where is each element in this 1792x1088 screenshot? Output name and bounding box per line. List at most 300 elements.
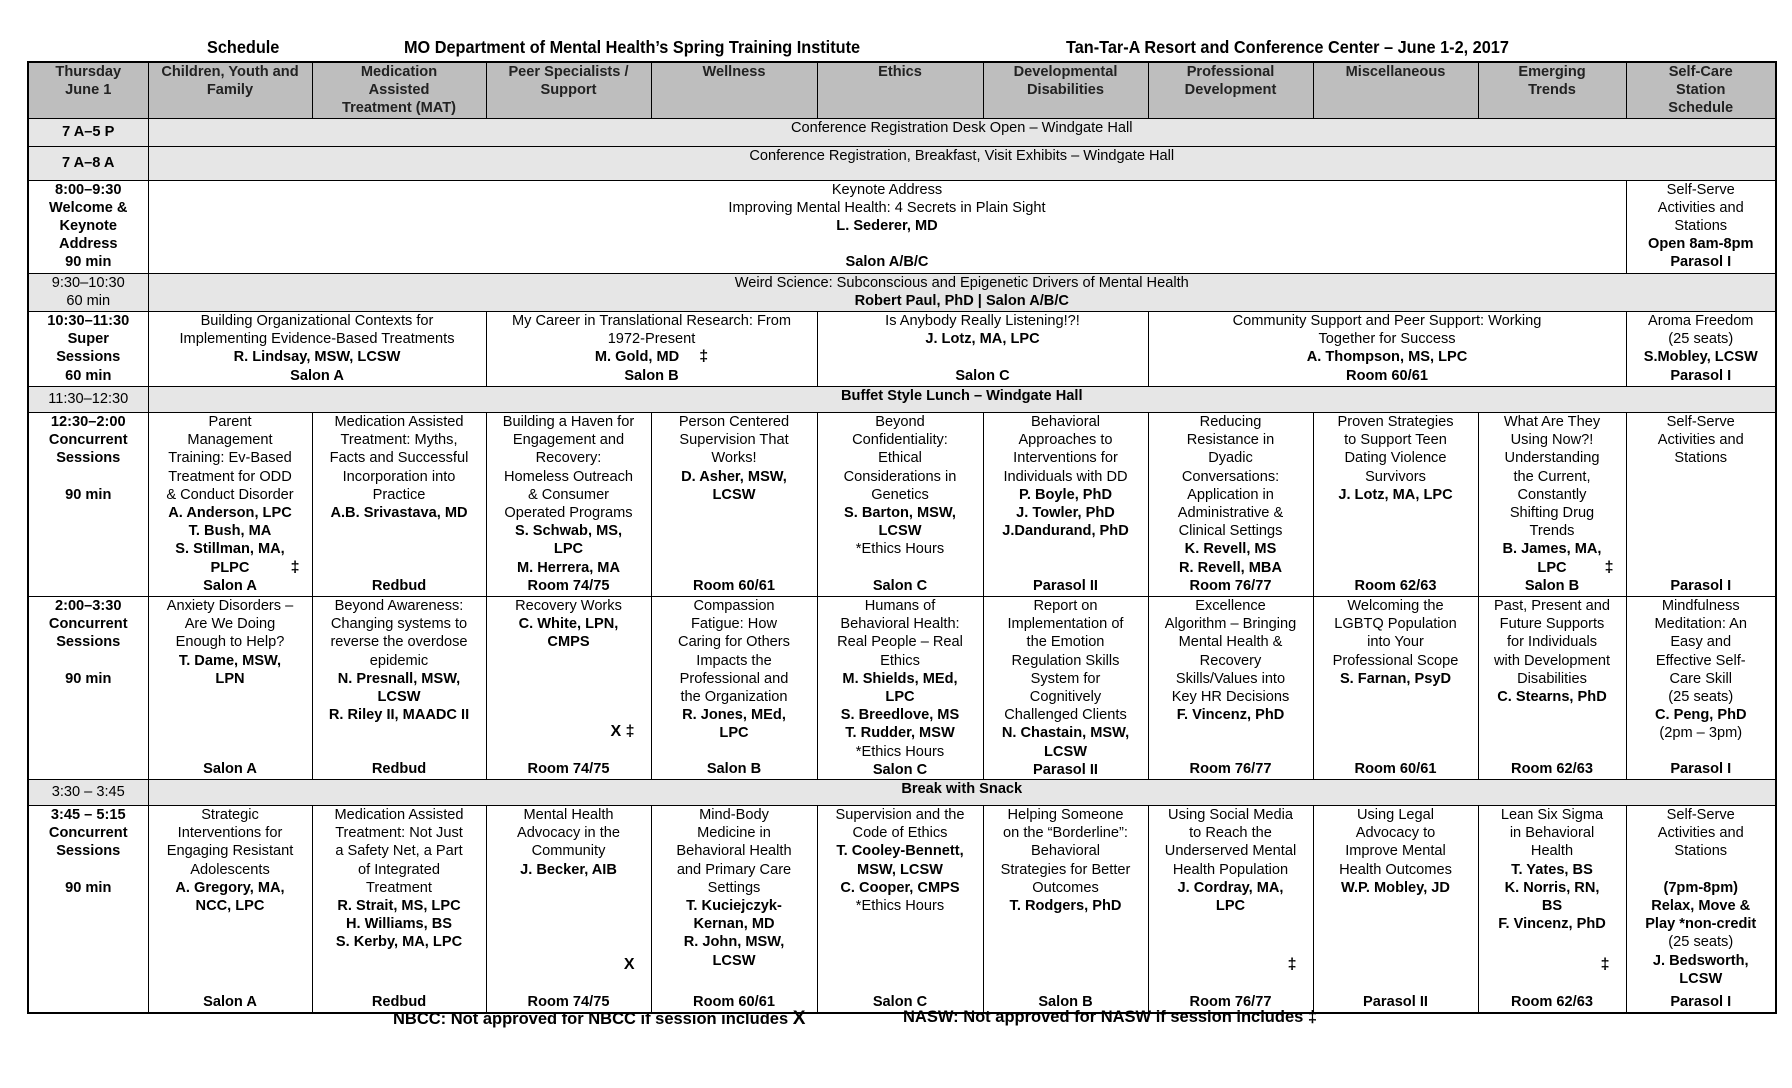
session-title: Constantly bbox=[1517, 486, 1587, 503]
session-title: Recovery bbox=[1199, 652, 1262, 669]
session-title: Proven Strategies bbox=[1337, 414, 1454, 430]
session-content bbox=[1481, 413, 1624, 595]
time-slot: 11:30–12:30 bbox=[28, 387, 148, 413]
session-room: Parasol I bbox=[1670, 993, 1732, 1010]
session-title: Behavioral Health: bbox=[840, 616, 960, 633]
speaker-line bbox=[489, 348, 815, 366]
lunch-row bbox=[28, 387, 1776, 413]
session-title: Improve Mental bbox=[1345, 843, 1446, 860]
session-speaker: J.Dandurand, PhD bbox=[1002, 523, 1129, 540]
session-cell bbox=[1148, 413, 1313, 597]
session-title: Future Supports bbox=[1499, 616, 1605, 633]
session-title: Strategic bbox=[201, 807, 259, 823]
session-room: Salon B bbox=[1038, 993, 1093, 1010]
session-speaker: W.P. Mobley, JD bbox=[1341, 879, 1450, 896]
session-room: Salon C bbox=[955, 367, 1010, 384]
session-content bbox=[1151, 806, 1311, 1011]
time-line: Sessions bbox=[56, 843, 121, 860]
session-content bbox=[315, 806, 484, 1011]
session-title: Is Anybody Really Listening!?! bbox=[885, 313, 1080, 329]
time-line bbox=[31, 861, 146, 879]
session-title: epidemic bbox=[369, 652, 429, 669]
session-title: Medication Assisted bbox=[334, 807, 464, 823]
session-title: Interventions for bbox=[177, 825, 283, 842]
session-speaker: LCSW bbox=[377, 689, 421, 706]
session-title: Beyond Awareness: bbox=[334, 598, 464, 614]
spacer bbox=[489, 652, 649, 724]
session-content bbox=[1151, 312, 1624, 385]
session-content bbox=[1629, 597, 1774, 778]
session-title: Caring for Others bbox=[678, 634, 790, 651]
session-speaker: S. Breedlove, MS bbox=[840, 707, 960, 724]
session-title: Behavioral Health bbox=[676, 843, 792, 860]
accreditation-mark-icon: X ‡ bbox=[610, 723, 635, 741]
accreditation-mark-icon: ‡ bbox=[290, 558, 300, 576]
session-title: Using Social Media bbox=[1168, 807, 1293, 823]
session-title: and Primary Care bbox=[676, 861, 792, 878]
spacer bbox=[986, 540, 1146, 576]
session-title: LGBTQ Population bbox=[1334, 616, 1457, 633]
session-cell bbox=[1313, 413, 1478, 597]
super-session bbox=[148, 312, 486, 387]
session-speaker: S. Farnan, PsyD bbox=[1339, 670, 1452, 687]
session-content bbox=[489, 597, 649, 778]
session-content bbox=[654, 413, 815, 595]
session-title: My Career in Translational Research: From bbox=[512, 313, 791, 329]
session-title: Resistance in bbox=[1186, 432, 1275, 449]
session-cell bbox=[651, 413, 817, 597]
session-cell bbox=[1478, 597, 1626, 780]
session-speaker: LPN bbox=[215, 670, 245, 687]
session-title: Community Support and Peer Support: Working bbox=[1232, 313, 1542, 329]
session-cell bbox=[1626, 413, 1776, 597]
session-title: Dyadic bbox=[1208, 450, 1253, 467]
selfcare-room: Parasol I bbox=[1670, 367, 1732, 384]
session-title: Health Outcomes bbox=[1339, 861, 1452, 878]
session-content bbox=[1316, 806, 1476, 1011]
concurrent-block-1 bbox=[28, 413, 1776, 597]
break-text: Break with Snack bbox=[148, 780, 1776, 806]
accreditation-mark-icon: ‡ bbox=[1287, 956, 1297, 974]
session-speaker: LPC bbox=[885, 689, 915, 706]
track-header-children-youth-family: Children, Youth and Family bbox=[148, 62, 312, 119]
session-title: Cognitively bbox=[1029, 689, 1102, 706]
session-speaker: C. Stearns, PhD bbox=[1497, 689, 1607, 706]
session-title: Application in bbox=[1187, 486, 1274, 503]
time-line bbox=[31, 652, 146, 670]
session-room: Redbud bbox=[371, 993, 427, 1010]
concurrent-block-3 bbox=[28, 806, 1776, 1013]
session-speaker: S. Schwab, MS, bbox=[514, 523, 623, 540]
session-room: Redbud bbox=[371, 577, 427, 594]
session-title: Self-Serve bbox=[1666, 807, 1735, 823]
session-title: Effective Self- bbox=[1655, 652, 1746, 669]
session-title: to Support Teen bbox=[1344, 432, 1447, 449]
time-slot: 8:00–9:30 Welcome & Keynote Address 90 min bbox=[28, 181, 148, 274]
session-title: Implementing Evidence-Based Treatments bbox=[179, 331, 455, 348]
session-room: Room 76/77 bbox=[1189, 577, 1272, 594]
session-title bbox=[1629, 861, 1774, 879]
spacer bbox=[151, 915, 310, 993]
session-cell bbox=[312, 413, 486, 597]
track-header-ethics: Ethics bbox=[817, 62, 983, 119]
session-title: Compassion bbox=[693, 598, 775, 614]
session-title: Mental Health bbox=[523, 807, 614, 823]
session-cell bbox=[651, 806, 817, 1013]
session-title: the Organization bbox=[680, 689, 788, 706]
time-line bbox=[31, 468, 146, 486]
session-title: Advocacy in the bbox=[516, 825, 621, 842]
accreditation-mark-icon: ‡ bbox=[1604, 558, 1614, 576]
selfcare-keynote: Self-Serve Activities and Stations Open 8am-8pm Parasol I bbox=[1626, 181, 1776, 274]
session-title: reverse the overdose bbox=[330, 634, 468, 651]
session-title: Professional and bbox=[679, 670, 789, 687]
event-title: MO Department of Mental Health’s Spring Training Institute bbox=[404, 37, 861, 57]
session-cell bbox=[817, 597, 983, 780]
break-row bbox=[28, 780, 1776, 806]
registration-breakfast-row bbox=[28, 147, 1776, 181]
session-title: Mind-Body bbox=[699, 807, 769, 823]
keynote-session bbox=[148, 181, 1626, 274]
session-title: Individuals with DD bbox=[1003, 468, 1128, 485]
session-title: Shifting Drug bbox=[1509, 505, 1595, 522]
session-title: Considerations in bbox=[843, 468, 957, 485]
concurrent-block-2 bbox=[28, 597, 1776, 780]
plenary-row bbox=[28, 274, 1776, 312]
session-cell bbox=[1626, 806, 1776, 1013]
track-header-developmental-disabilities: Developmental Disabilities bbox=[983, 62, 1148, 119]
session-speaker: A.B. Srivastava, MD bbox=[330, 505, 468, 522]
session-room: Parasol II bbox=[1363, 993, 1428, 1010]
session-room: Room 60/61 bbox=[1354, 760, 1437, 777]
session-title: Mental Health & bbox=[1178, 634, 1283, 651]
session-title: Administrative & bbox=[1177, 505, 1284, 522]
session-cell bbox=[1313, 806, 1478, 1013]
session-speaker: J. Towler, PhD bbox=[1016, 505, 1115, 522]
session-title: Works! bbox=[711, 450, 757, 467]
session-title: Practice bbox=[372, 486, 426, 503]
session-room: Salon A bbox=[203, 993, 257, 1010]
session-room: Room 74/75 bbox=[527, 993, 610, 1010]
session-title: Dating Violence bbox=[1344, 450, 1447, 467]
session-title: Health bbox=[1530, 843, 1574, 860]
column-header-row bbox=[28, 62, 1776, 119]
session-speaker: C. Cooper, CMPS bbox=[840, 879, 960, 896]
time-line: 90 min bbox=[65, 879, 112, 896]
session-title: of Integrated bbox=[358, 861, 440, 878]
session-content bbox=[151, 413, 310, 595]
session-content bbox=[986, 806, 1146, 1011]
session-title: Incorporation into bbox=[342, 468, 456, 485]
session-title: Behavioral bbox=[1031, 414, 1100, 430]
session-title: Advocacy to bbox=[1355, 825, 1436, 842]
session-content bbox=[986, 597, 1146, 778]
session-title: Code of Ethics bbox=[852, 825, 948, 842]
session-title: Are We Doing bbox=[184, 616, 276, 633]
selfcare-session bbox=[1626, 312, 1776, 387]
session-title: Stations bbox=[1674, 450, 1728, 467]
time-line: 90 min bbox=[65, 486, 112, 503]
session-title: Outcomes bbox=[1032, 879, 1099, 896]
session-speaker: LCSW bbox=[1044, 743, 1087, 760]
session-speaker: J. Cordray, MA, bbox=[1177, 879, 1284, 896]
time-slot: 3:30 – 3:45 bbox=[28, 780, 148, 806]
session-speaker: BS bbox=[1541, 898, 1563, 915]
spacer bbox=[489, 742, 649, 760]
session-title: Implementation of bbox=[1007, 616, 1124, 633]
session-title: Clinical Settings bbox=[1178, 523, 1283, 540]
session-content bbox=[654, 597, 815, 778]
session-cell bbox=[1148, 806, 1313, 1013]
session-room: Salon C bbox=[872, 993, 928, 1010]
session-title: Engagement and bbox=[512, 432, 625, 449]
spacer bbox=[820, 348, 1146, 366]
session-title: Care Skill bbox=[1669, 670, 1732, 687]
session-speaker: R. Lindsay, MSW, LCSW bbox=[233, 349, 401, 366]
session-content bbox=[489, 413, 649, 595]
session-cell bbox=[486, 597, 651, 780]
selfcare-hours: Open 8am-8pm bbox=[1648, 236, 1754, 252]
session-speaker: R. Jones, MEd, bbox=[682, 707, 786, 724]
session-speaker: N. Chastain, MSW, bbox=[1001, 725, 1130, 742]
spacer bbox=[315, 724, 484, 759]
session-speaker: M. Herrera, MA bbox=[517, 559, 620, 576]
session-speaker: MSW, LCSW bbox=[857, 861, 943, 878]
session-title: Easy and bbox=[1670, 634, 1732, 651]
session-title: Treatment for ODD bbox=[168, 468, 292, 485]
time-slot: 7 A–5 P bbox=[28, 119, 148, 147]
session-title: Disabilities bbox=[1517, 670, 1587, 687]
session-content bbox=[1629, 806, 1774, 1011]
session-speaker: P. Boyle, PhD bbox=[1019, 486, 1112, 503]
session-room: Room 60/61 bbox=[693, 577, 775, 594]
spacer bbox=[1316, 688, 1476, 760]
session-speaker: NCC, LPC bbox=[195, 898, 265, 915]
session-title: Regulation Skills bbox=[1011, 652, 1120, 669]
session-title: (25 seats) bbox=[1668, 689, 1734, 706]
session-speaker: S. Barton, MSW, bbox=[844, 505, 956, 522]
session-cell bbox=[148, 806, 312, 1013]
session-title: Challenged Clients bbox=[1004, 707, 1127, 724]
selfcare-title: Aroma Freedom bbox=[1648, 313, 1754, 329]
registration-desk-row bbox=[28, 119, 1776, 147]
venue-and-date: Tan-Tar-A Resort and Conference Center – June 1-2, 2017 bbox=[1066, 37, 1509, 57]
spacer bbox=[1481, 706, 1624, 760]
session-title: Stations bbox=[1674, 843, 1728, 860]
session-title: a Safety Net, a Part bbox=[335, 843, 463, 860]
session-speaker: M. Gold, MD bbox=[594, 349, 680, 366]
accreditation-mark-icon: X bbox=[623, 956, 635, 974]
session-content bbox=[489, 312, 815, 385]
session-title: Underserved Mental bbox=[1164, 843, 1297, 860]
session-cell bbox=[1148, 597, 1313, 780]
nasw-note: NASW: Not approved for NASW if session includes ‡ bbox=[903, 1008, 1318, 1026]
session-title: Training: Ev-Based bbox=[168, 450, 292, 467]
session-title: Excellence bbox=[1195, 598, 1266, 614]
session-content bbox=[820, 413, 981, 595]
session-title: Meditation: An bbox=[1654, 616, 1747, 633]
session-content bbox=[986, 413, 1146, 595]
session-cell bbox=[983, 413, 1148, 597]
session-title: Building a Haven for bbox=[502, 414, 635, 430]
session-title: 1972-Present bbox=[607, 331, 696, 348]
spacer bbox=[315, 522, 484, 577]
session-title: Treatment bbox=[366, 879, 432, 896]
session-content bbox=[820, 597, 981, 778]
session-room: Parasol II bbox=[1033, 761, 1098, 778]
super-session bbox=[817, 312, 1148, 387]
session-note: *Ethics Hours bbox=[855, 541, 945, 558]
spacer bbox=[151, 688, 310, 760]
session-cell bbox=[1313, 597, 1478, 780]
session-content bbox=[1316, 597, 1476, 778]
session-speaker: LCSW bbox=[1679, 970, 1723, 987]
session-title: Homeless Outreach bbox=[504, 468, 633, 485]
session-speaker: M. Shields, MEd, bbox=[842, 670, 958, 687]
session-speaker: Relax, Move & bbox=[1651, 898, 1751, 915]
session-title: Welcoming the bbox=[1347, 598, 1444, 614]
session-speaker: R. Strait, MS, LPC bbox=[337, 898, 461, 915]
session-speaker: T. Kuciejczyk- bbox=[686, 898, 782, 915]
session-title: Health Population bbox=[1172, 861, 1289, 878]
track-header-self-care: Self-Care Station Schedule bbox=[1626, 62, 1776, 119]
track-header-emerging-trends: Emerging Trends bbox=[1478, 62, 1626, 119]
session-title: Anxiety Disorders – bbox=[166, 598, 294, 614]
session-room: Room 62/63 bbox=[1511, 993, 1593, 1010]
spacer bbox=[489, 879, 649, 957]
session-speaker: J. Becker, AIB bbox=[520, 861, 617, 878]
session-content bbox=[1481, 597, 1624, 778]
session-title: in Behavioral bbox=[1509, 825, 1595, 842]
super-sessions-row bbox=[28, 312, 1776, 387]
session-title: Key HR Decisions bbox=[1171, 689, 1290, 706]
session-speaker: Kernan, MD bbox=[693, 916, 775, 933]
session-speaker: B. James, MA, bbox=[1502, 541, 1602, 558]
session-title: Impacts the bbox=[696, 652, 772, 669]
plenary-session bbox=[148, 274, 1776, 312]
session-speaker: J. Bedsworth, bbox=[1652, 952, 1749, 969]
session-title: for Individuals bbox=[1506, 634, 1598, 651]
session-room: Parasol I bbox=[1670, 577, 1732, 594]
spacer bbox=[654, 970, 815, 993]
session-content bbox=[489, 806, 649, 1011]
accreditation-legend bbox=[0, 1008, 1792, 1032]
session-speaker: C. White, LPN, bbox=[518, 616, 619, 633]
schedule-table bbox=[27, 61, 1777, 1014]
session-room: Room 62/63 bbox=[1511, 760, 1593, 777]
session-speaker: K. Norris, RN, bbox=[1504, 879, 1600, 896]
session-title: Operated Programs bbox=[504, 505, 633, 522]
session-title: Trends bbox=[1529, 523, 1575, 540]
session-title: Settings bbox=[707, 879, 761, 896]
session-room: Room 60/61 bbox=[1346, 367, 1428, 384]
session-title: Parent bbox=[208, 414, 252, 430]
session-cell bbox=[1478, 806, 1626, 1013]
session-title: Activities and bbox=[1657, 432, 1744, 449]
registration-desk-text: Conference Registration Desk Open – Windgate Hall bbox=[148, 119, 1776, 147]
session-title: on the “Borderline”: bbox=[1003, 825, 1128, 842]
session-title: Together for Success bbox=[1318, 331, 1456, 348]
session-cell bbox=[312, 806, 486, 1013]
session-room: Room 62/63 bbox=[1354, 577, 1437, 594]
spacer bbox=[820, 915, 981, 993]
session-room: Salon C bbox=[872, 577, 928, 594]
session-speaker: T. Cooley-Bennett, bbox=[836, 843, 964, 860]
session-speaker: Play *non-credit bbox=[1645, 916, 1757, 933]
nbcc-note: NBCC: Not approved for NBCC if session includes X bbox=[393, 1008, 806, 1029]
spacer bbox=[1316, 897, 1476, 993]
session-title: with Development bbox=[1494, 652, 1610, 669]
track-header-professional-development: Professional Development bbox=[1148, 62, 1313, 119]
session-title: Engaging Resistant bbox=[166, 843, 294, 860]
super-session bbox=[486, 312, 817, 387]
time-slot bbox=[28, 597, 148, 780]
session-speaker: LPC bbox=[1537, 559, 1567, 576]
selfcare-room: Parasol I bbox=[1670, 254, 1732, 270]
track-header-miscellaneous: Miscellaneous bbox=[1313, 62, 1478, 119]
document-title-bar bbox=[0, 37, 1792, 61]
session-title: into Your bbox=[1367, 634, 1424, 651]
spacer bbox=[489, 975, 649, 993]
session-speaker: J. Lotz, MA, LPC bbox=[925, 331, 1040, 348]
session-title: Ethics bbox=[880, 652, 920, 669]
session-title: Reducing bbox=[1199, 414, 1262, 430]
session-speaker: S. Kerby, MA, LPC bbox=[335, 934, 463, 951]
session-cell bbox=[148, 597, 312, 780]
session-speaker: S. Stillman, MA, bbox=[175, 541, 285, 558]
day-header: Thursday June 1 bbox=[28, 62, 148, 119]
session-title: Using Legal bbox=[1356, 807, 1435, 823]
time-line: 90 min bbox=[65, 670, 112, 687]
session-title: Understanding bbox=[1504, 450, 1600, 467]
registration-breakfast-text: Conference Registration, Breakfast, Visit Exhibits – Windgate Hall bbox=[148, 147, 1776, 181]
session-title: Activities and bbox=[1657, 825, 1744, 842]
session-speaker: J. Lotz, MA, LPC bbox=[1338, 486, 1453, 503]
session-room: Parasol I bbox=[1670, 760, 1732, 777]
spacer bbox=[1316, 504, 1476, 577]
spacer bbox=[654, 504, 815, 577]
session-speaker: A. Anderson, LPC bbox=[168, 505, 292, 522]
session-cell bbox=[1626, 597, 1776, 780]
time-line: 12:30–2:00 bbox=[50, 414, 126, 430]
session-cell bbox=[312, 597, 486, 780]
nasw-mark-icon: ‡ bbox=[699, 348, 709, 366]
session-room: Salon B bbox=[1524, 577, 1580, 594]
selfcare-title: (25 seats) bbox=[1668, 331, 1734, 348]
session-speaker: T. Dame, MSW, bbox=[178, 652, 282, 669]
time-line: 3:45 – 5:15 bbox=[50, 807, 126, 823]
session-cell bbox=[817, 806, 983, 1013]
session-room: Room 76/77 bbox=[1189, 993, 1272, 1010]
session-speaker: LCSW bbox=[712, 952, 756, 969]
session-title: Using Now?! bbox=[1510, 432, 1594, 449]
lunch-text: Buffet Style Lunch – Windgate Hall bbox=[148, 387, 1776, 413]
spacer bbox=[315, 952, 484, 993]
session-speaker: R. John, MSW, bbox=[683, 934, 785, 951]
session-title: the Emotion bbox=[1026, 634, 1105, 651]
spacer bbox=[986, 915, 1146, 993]
session-title: Supervision and the bbox=[835, 807, 965, 823]
session-title: Changing systems to bbox=[330, 616, 468, 633]
session-room: Parasol II bbox=[1033, 577, 1098, 594]
keynote-speaker: L. Sederer, MD bbox=[836, 218, 938, 234]
session-title: Supervision That bbox=[679, 432, 789, 449]
session-content bbox=[151, 312, 484, 385]
session-title: Interventions for bbox=[1013, 450, 1118, 467]
session-content bbox=[1151, 597, 1311, 778]
session-title: Behavioral bbox=[1031, 843, 1100, 860]
session-title: & Consumer bbox=[527, 486, 610, 503]
